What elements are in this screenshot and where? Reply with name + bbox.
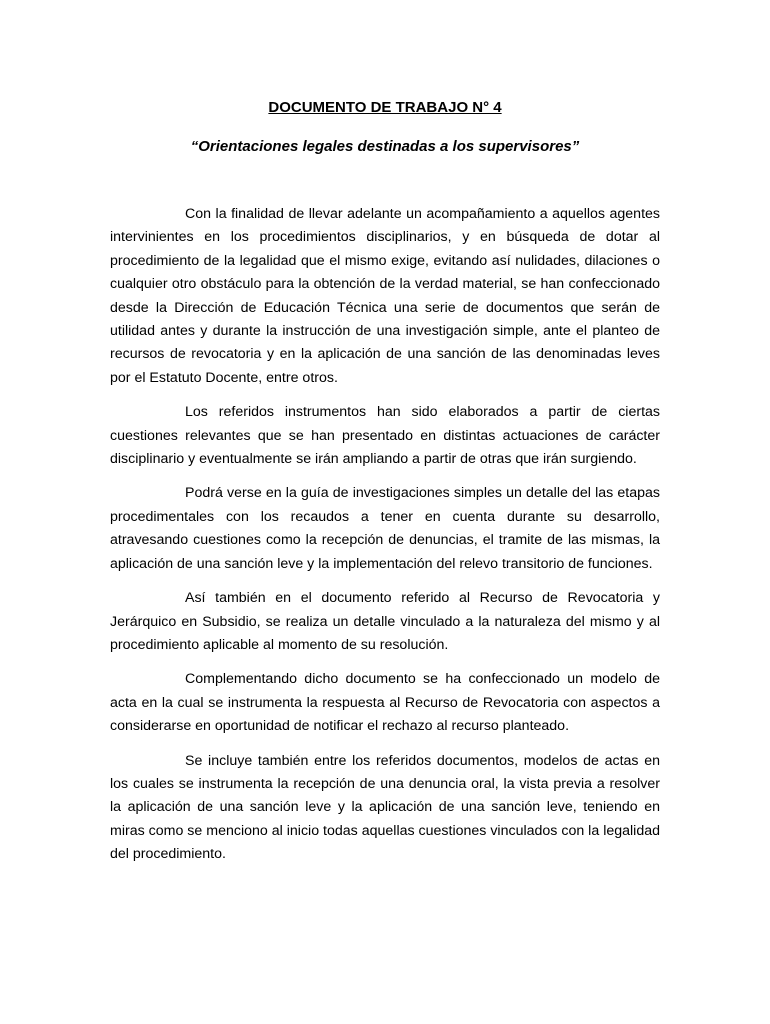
paragraph-6: Se incluye también entre los referidos documentos, modelos de actas en los cuales se instrumenta la recepción de una denuncia oral, la vista previa a resolver la aplicación de una sanción leve y la aplicación de una sanción leve, teniendo en miras como se menciono al inicio todas aquellas cuestiones vinculados con la legalidad del procedimiento. (110, 752, 660, 863)
document-subtitle: “Orientaciones legales destinadas a los supervisores” (190, 138, 580, 155)
document-title: DOCUMENTO DE TRABAJO N° 4 (268, 99, 502, 116)
paragraph-1: Con la finalidad de llevar adelante un acompañamiento a aquellos agentes intervinientes en los procedimientos disciplinarios, y en búsqueda de dotar al procedimiento de la legalidad que el mismo exige, evitando así nulidades, dilaciones o cualquier otro obstáculo para la obtención de la verdad material, se han confeccionado desde la Dirección de Educación Técnica una serie de documentos que serán de utilidad antes y durante la instrucción de una investigación simple, ante el planteo de recursos de revocatoria y en la aplicación de una sanción de las denominadas leves por el Estatuto Docente, entre otros. (110, 206, 660, 386)
document-body (110, 203, 660, 867)
paragraph-3: Podrá verse en la guía de investigaciones simples un detalle del las etapas procedimentales con los recaudos a tener en cuenta durante su desarrollo, atravesando cuestiones como la recepción de denuncias, el tramite de las mismas, la aplicación de una sanción leve y la implementación del relevo transitorio de funciones. (110, 485, 660, 572)
paragraph-5: Complementando dicho documento se ha confeccionado un modelo de acta en la cual se instrumenta la respuesta al Recurso de Revocatoria con aspectos a considerarse en oportunidad de notificar el rechazo al recurso planteado. (110, 671, 660, 735)
paragraph-4: Así también en el documento referido al Recurso de Revocatoria y Jerárquico en Subsidio, se realiza un detalle vinculado a la naturaleza del mismo y al procedimiento aplicable al momento de su resolución. (110, 590, 660, 653)
paragraph-2: Los referidos instrumentos han sido elaborados a partir de ciertas cuestiones relevantes que se han presentado en distintas actuaciones de carácter disciplinario y eventualmente se irán ampliando a partir de otras que irán surgiendo. (110, 404, 660, 468)
